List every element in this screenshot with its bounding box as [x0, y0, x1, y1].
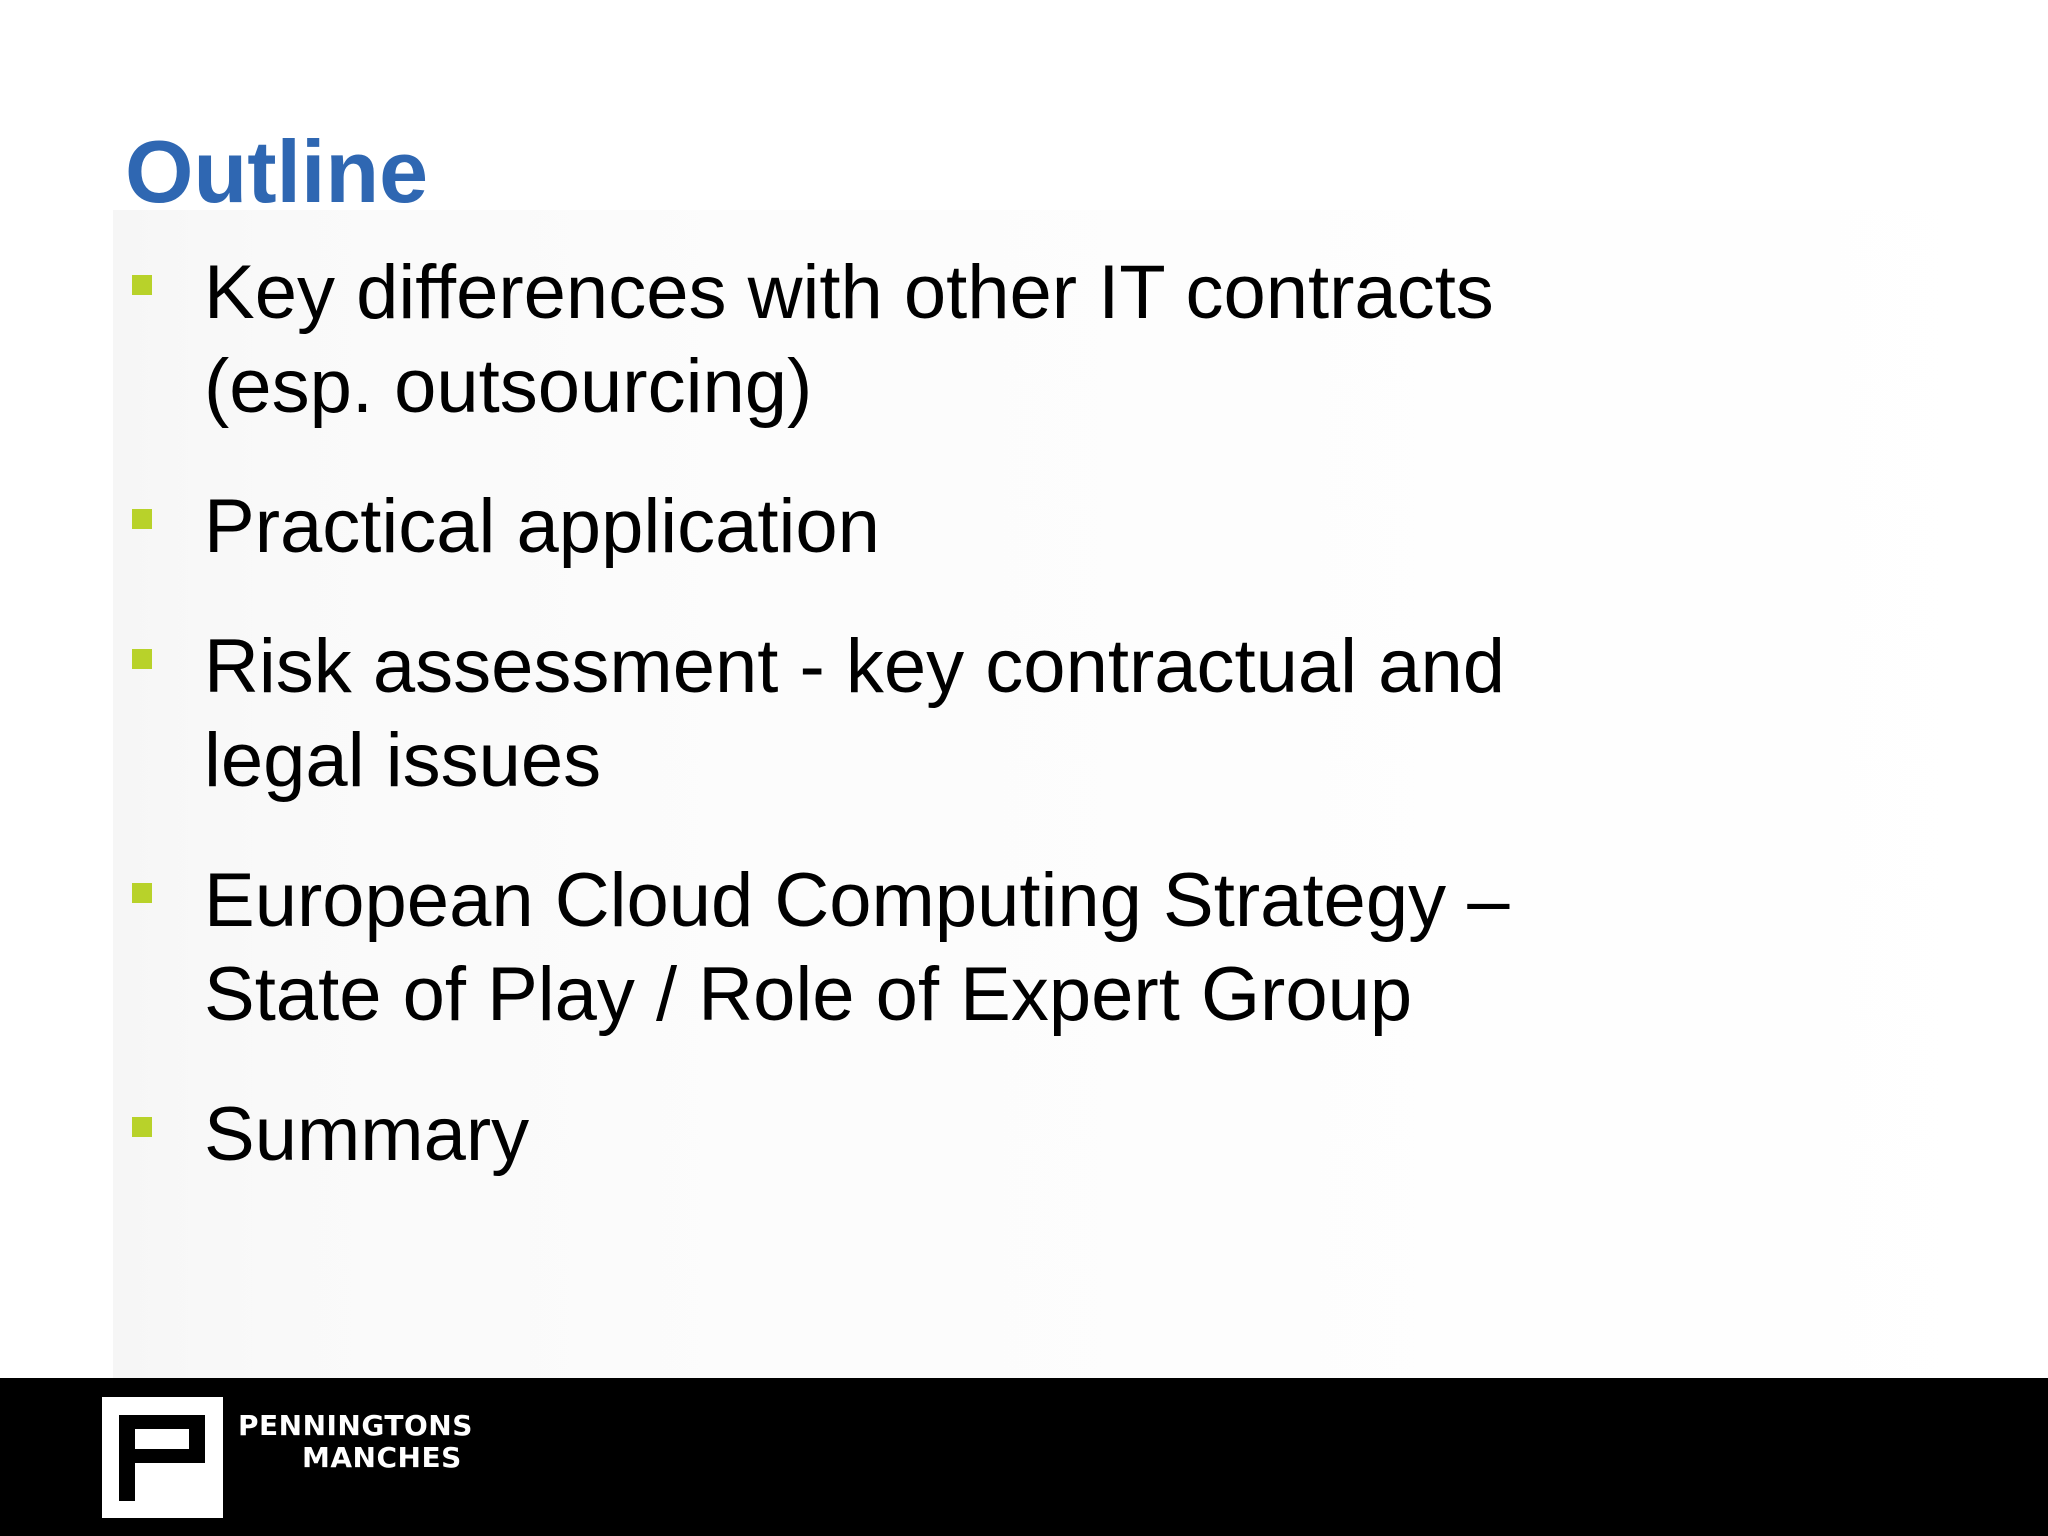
- bullet-text-line-1: Risk assessment - key contractual and: [204, 624, 1505, 709]
- logo-name-line-1: PENNINGTONS: [238, 1409, 473, 1442]
- outline-list: [130, 246, 1630, 1228]
- penningtons-manches-logo-icon: [102, 1397, 223, 1518]
- bullet-text-line-2: legal issues: [204, 718, 602, 803]
- bullet-text-line-2: (esp. outsourcing): [204, 344, 813, 429]
- square-bullet-icon: [132, 275, 152, 295]
- square-bullet-icon: [132, 649, 152, 669]
- square-bullet-icon: [132, 1117, 152, 1137]
- bullet-text: Summary: [204, 1092, 530, 1177]
- slide-title: Outline: [125, 122, 429, 221]
- bullet-text: Practical application: [204, 484, 880, 569]
- bullet-text-line-2: State of Play / Role of Expert Group: [204, 952, 1413, 1037]
- list-item-summary: [130, 1088, 1630, 1182]
- square-bullet-icon: [132, 509, 152, 529]
- list-item-risk-assessment: [130, 620, 1630, 808]
- logo-name-line-2: MANCHES: [302, 1441, 462, 1474]
- square-bullet-icon: [132, 883, 152, 903]
- bullet-text-line-1: European Cloud Computing Strategy –: [204, 858, 1510, 943]
- list-item-key-differences: [130, 246, 1630, 434]
- list-item-practical-application: [130, 480, 1630, 574]
- bullet-text-line-1: Key differences with other IT contracts: [204, 250, 1494, 335]
- list-item-european-strategy: [130, 854, 1630, 1042]
